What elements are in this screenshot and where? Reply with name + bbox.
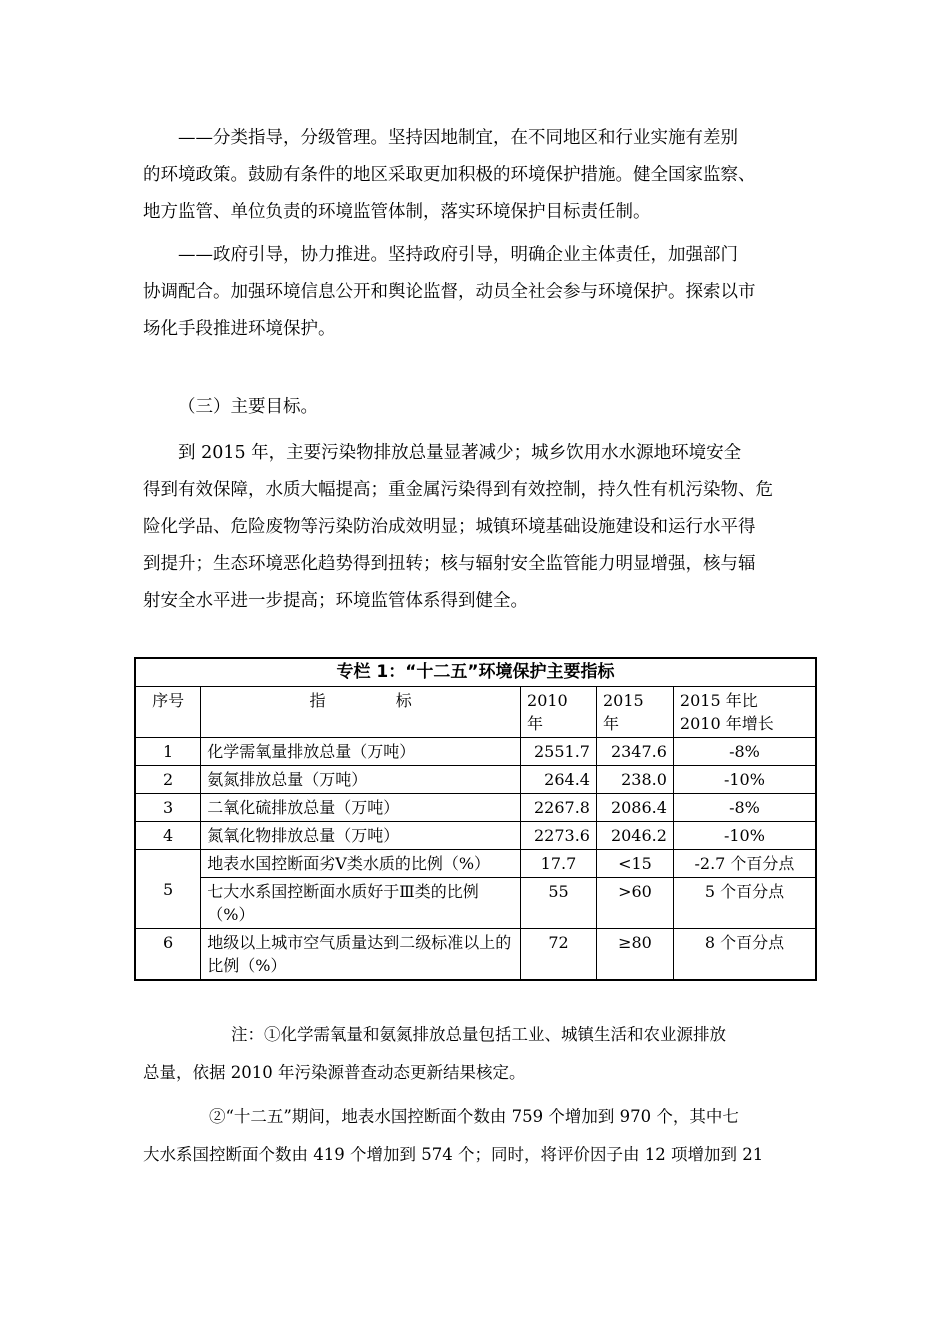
table-header-row [135,687,816,738]
text-line: ——分类指导，分级管理。坚持因地制宜，在不同地区和行业实施有差别 [178,128,738,148]
cell-indicator: 地级以上城市空气质量达到二级标准以上的比例（%） [201,929,521,981]
text-line: ——政府引导，协力推进。坚持政府引导，明确企业主体责任，加强部门 [178,245,738,265]
text-line: 到提升；生态环境恶化趋势得到扭转；核与辐射安全监管能力明显增强，核与辐 [143,554,756,574]
cell-2015: <15 [596,850,673,878]
cell-indicator: 二氧化硫排放总量（万吨） [201,794,521,822]
table-row [135,822,816,850]
text-line: 射安全水平进一步提高；环境监管体系得到健全。 [143,591,528,611]
cell-growth: -10% [673,822,816,850]
paragraph-classified-guidance [143,120,808,231]
table-title: 专栏 1：“十二五”环境保护主要指标 [135,658,816,687]
header-growth-line2: 2010 年增长 [679,714,774,733]
cell-2010: 72 [521,929,597,981]
note-line: 大水系国控断面个数由 419 个增加到 574 个；同时，将评价因子由 12 项增加到 21 [143,1145,764,1164]
cell-indicator: 氮氧化物排放总量（万吨） [201,822,521,850]
table-row [135,794,816,822]
cell-2015: 238.0 [596,766,673,794]
cell-growth: -10% [673,766,816,794]
text-line: 到 2015 年，主要污染物排放总量显著减少；城乡饮用水水源地环境安全 [178,443,742,463]
table-row [135,850,816,878]
cell-2015: 2347.6 [596,738,673,766]
cell-2015: 2046.2 [596,822,673,850]
paragraph-government-guidance [143,237,808,348]
text-line: 协调配合。加强环境信息公开和舆论监督，动员全社会参与环境保护。探索以市 [143,282,756,302]
cell-2010: 17.7 [521,850,597,878]
indicators-table [134,657,817,981]
header-2015-year: 2015 [602,691,644,710]
table-row [135,766,816,794]
table-row [135,878,816,929]
paragraph-main-targets [143,435,808,620]
text-line: 地方监管、单位负责的环境监管体制，落实环境保护目标责任制。 [143,202,651,222]
note-1 [143,1016,808,1092]
cell-seq: 1 [135,738,201,766]
cell-growth: 8 个百分点 [673,929,816,981]
section-heading [143,389,808,426]
header-2015 [596,687,673,738]
header-indicator [201,687,521,738]
cell-seq: 5 [135,850,201,929]
header-2010-year: 2010 [527,691,568,710]
header-seq: 序号 [135,687,201,738]
cell-growth: -8% [673,794,816,822]
cell-indicator: 化学需氧量排放总量（万吨） [201,738,521,766]
table-row [135,738,816,766]
header-2010-unit: 年 [527,714,544,733]
cell-2010: 264.4 [521,766,597,794]
cell-growth: 5 个百分点 [673,878,816,929]
cell-2010: 2267.8 [521,794,597,822]
table-title-row [135,658,816,687]
cell-2010: 55 [521,878,597,929]
cell-2010: 2551.7 [521,738,597,766]
text-line: 的环境政策。鼓励有条件的地区采取更加积极的环境保护措施。健全国家监察、 [143,165,756,185]
note-line: 总量，依据 2010 年污染源普查动态更新结果核定。 [143,1063,526,1082]
note-line: ②“十二五”期间，地表水国控断面个数由 759 个增加到 970 个，其中七 [209,1107,739,1126]
header-growth-line1: 2015 年比 [679,691,758,710]
cell-indicator: 地表水国控断面劣Ⅴ类水质的比例（%） [201,850,521,878]
text-line: 得到有效保障，水质大幅提高；重金属污染得到有效控制，持久性有机污染物、危 [143,480,773,500]
cell-2015: ≥80 [596,929,673,981]
cell-growth: -2.7 个百分点 [673,850,816,878]
cell-indicator: 七大水系国控断面水质好于Ⅲ类的比例（%） [201,878,521,929]
text-line: 场化手段推进环境保护。 [143,319,336,339]
header-2010 [521,687,597,738]
cell-indicator: 氨氮排放总量（万吨） [201,766,521,794]
cell-seq: 2 [135,766,201,794]
cell-growth: -8% [673,738,816,766]
header-indicator-a: 指 [309,691,326,710]
cell-2015: 2086.4 [596,794,673,822]
header-growth [673,687,816,738]
cell-2010: 2273.6 [521,822,597,850]
cell-seq: 3 [135,794,201,822]
cell-seq: 4 [135,822,201,850]
header-indicator-b: 标 [395,691,412,710]
header-2015-unit: 年 [602,714,619,733]
text-line: 险化学品、危险废物等污染防治成效明显；城镇环境基础设施建设和运行水平得 [143,517,756,537]
note-2 [143,1098,808,1174]
cell-seq: 6 [135,929,201,981]
table-row [135,929,816,981]
heading-text: （三）主要目标。 [178,397,318,417]
cell-2015: >60 [596,878,673,929]
note-line: 注：①化学需氧量和氨氮排放总量包括工业、城镇生活和农业源排放 [231,1025,726,1044]
